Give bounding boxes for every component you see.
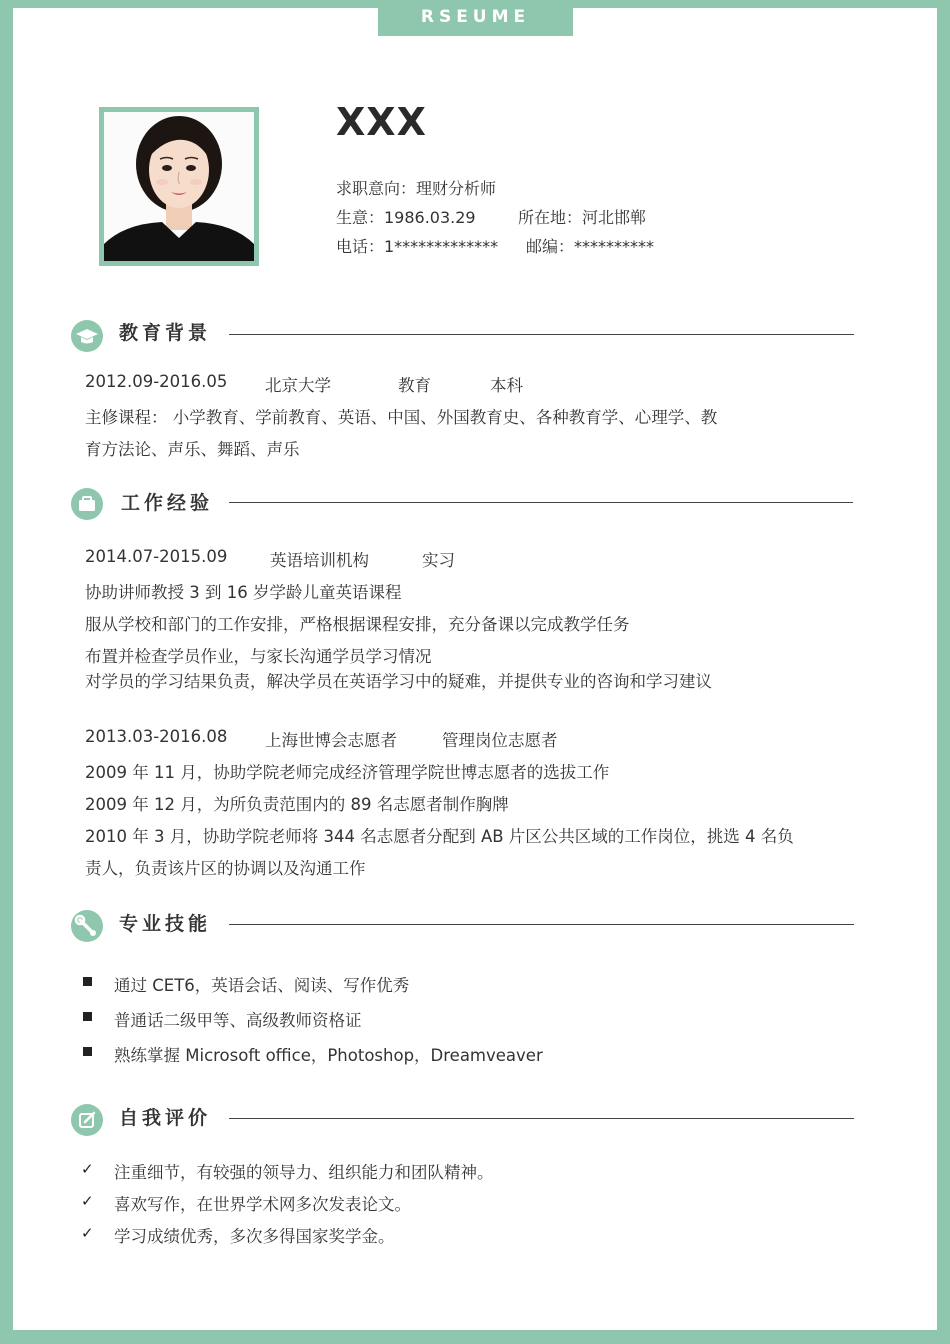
section-divider <box>229 924 854 925</box>
job-duty: 责人，负责该片区的协调以及沟通工作 <box>85 859 366 878</box>
job-period: 2014.07-2015.09 <box>85 547 228 566</box>
edit-icon <box>71 1104 103 1136</box>
bullet-square <box>83 1047 92 1056</box>
job-org: 英语培训机构 <box>270 551 369 570</box>
phone: 电话：1************* <box>336 237 499 256</box>
skills-title: 专业技能 <box>119 913 212 935</box>
birth-date: 生意：1986.03.29 <box>336 208 476 227</box>
job-duty: 布置并检查学员作业，与家长沟通学员学习情况 <box>85 647 432 666</box>
education-school: 北京大学 <box>265 376 331 395</box>
wrench-icon <box>71 910 103 942</box>
job-objective: 求职意向：理财分析师 <box>336 179 497 198</box>
job-duty: 协助讲师教授 3 到 16 岁学龄儿童英语课程 <box>85 583 402 602</box>
resume-tab-label: RSEUME <box>378 0 573 36</box>
briefcase-icon <box>71 488 103 520</box>
check-icon: ✓ <box>81 1192 94 1210</box>
education-period: 2012.09-2016.05 <box>85 372 228 391</box>
skill-item: 通过 CET6，英语会话、阅读、写作优秀 <box>114 976 410 995</box>
self-eval-item: 学习成绩优秀，多次多得国家奖学金。 <box>114 1227 395 1246</box>
self-eval-title: 自我评价 <box>119 1107 212 1129</box>
self-eval-item: 喜欢写作，在世界学术网多次发表论文。 <box>114 1195 411 1214</box>
education-courses: 主修课程： 小学教育、学前教育、英语、中国、外国教育史、各种教育学、心理学、教 <box>85 408 718 427</box>
profile-photo <box>104 112 254 261</box>
skill-item: 熟练掌握 Microsoft office，Photoshop，Dreamveaver <box>114 1046 543 1065</box>
job-duty: 对学员的学习结果负责，解决学员在英语学习中的疑难，并提供专业的咨询和学习建议 <box>85 672 712 691</box>
bullet-square <box>83 1012 92 1021</box>
job-duty: 2010 年 3 月，协助学院老师将 344 名志愿者分配到 AB 片区公共区域的工作岗位，挑选 4 名负 <box>85 827 794 846</box>
job-duty: 2009 年 11 月，协助学院老师完成经济管理学院世博志愿者的选拔工作 <box>85 763 610 782</box>
graduation-cap-icon <box>71 320 103 352</box>
check-icon: ✓ <box>81 1160 94 1178</box>
self-eval-item: 注重细节，有较强的领导力、组织能力和团队精神。 <box>114 1163 494 1182</box>
job-role: 管理岗位志愿者 <box>442 731 558 750</box>
skill-item: 普通话二级甲等、高级教师资格证 <box>114 1011 362 1030</box>
work-title: 工作经验 <box>121 492 214 514</box>
bullet-square <box>83 977 92 986</box>
candidate-name: XXX <box>336 100 427 144</box>
section-divider <box>229 1118 854 1119</box>
postcode: 邮编：********** <box>526 237 655 256</box>
profile-photo-frame <box>99 107 259 266</box>
education-courses-cont: 育方法论、声乐、舞蹈、声乐 <box>85 440 300 459</box>
location: 所在地：河北邯郸 <box>518 208 647 227</box>
education-major: 教育 <box>398 376 431 395</box>
job-duty: 2009 年 12 月，为所负责范围内的 89 名志愿者制作胸牌 <box>85 795 509 814</box>
job-duty: 服从学校和部门的工作安排，严格根据课程安排，充分备课以完成教学任务 <box>85 615 630 634</box>
education-degree: 本科 <box>490 376 523 395</box>
section-divider <box>229 334 854 335</box>
job-role: 实习 <box>422 551 455 570</box>
job-period: 2013.03-2016.08 <box>85 727 228 746</box>
section-divider <box>229 502 853 503</box>
check-icon: ✓ <box>81 1224 94 1242</box>
job-org: 上海世博会志愿者 <box>265 731 397 750</box>
education-title: 教育背景 <box>119 322 212 344</box>
